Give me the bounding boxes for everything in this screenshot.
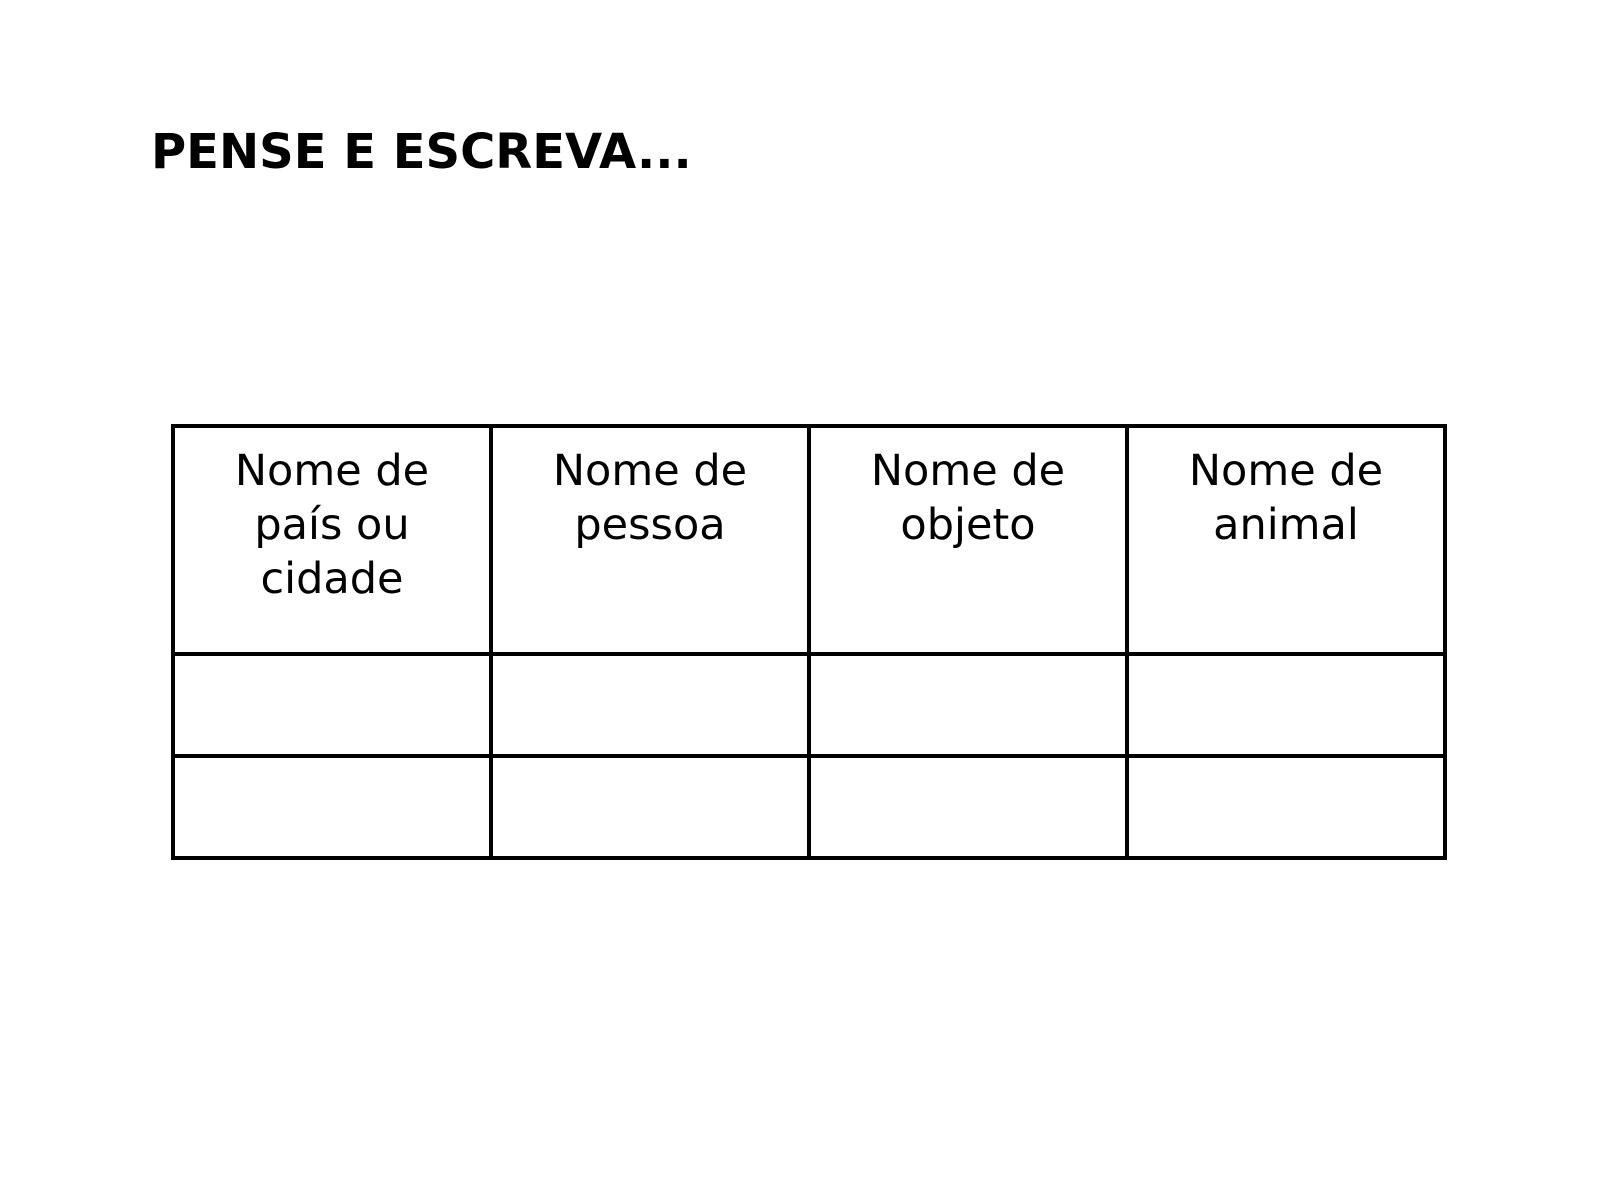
- header-label: Nome de pessoa: [552, 446, 748, 550]
- header-row: [173, 426, 1445, 654]
- answer-cell[interactable]: [809, 756, 1127, 858]
- header-label: Nome de objeto: [870, 446, 1066, 550]
- answer-row-2: [173, 756, 1445, 858]
- header-cell-person: [491, 426, 809, 654]
- answer-table: [171, 424, 1447, 860]
- header-cell-animal: [1127, 426, 1445, 654]
- header-label: Nome de país ou cidade: [234, 446, 430, 604]
- header-label: Nome de animal: [1188, 446, 1384, 550]
- header-cell-object: [809, 426, 1127, 654]
- answer-cell[interactable]: [173, 654, 491, 756]
- answer-cell[interactable]: [809, 654, 1127, 756]
- answer-cell[interactable]: [491, 654, 809, 756]
- answer-row-1: [173, 654, 1445, 756]
- page-title: PENSE E ESCREVA...: [151, 124, 692, 180]
- answer-cell[interactable]: [1127, 654, 1445, 756]
- answer-cell[interactable]: [173, 756, 491, 858]
- header-cell-country-city: [173, 426, 491, 654]
- answer-cell[interactable]: [491, 756, 809, 858]
- answer-cell[interactable]: [1127, 756, 1445, 858]
